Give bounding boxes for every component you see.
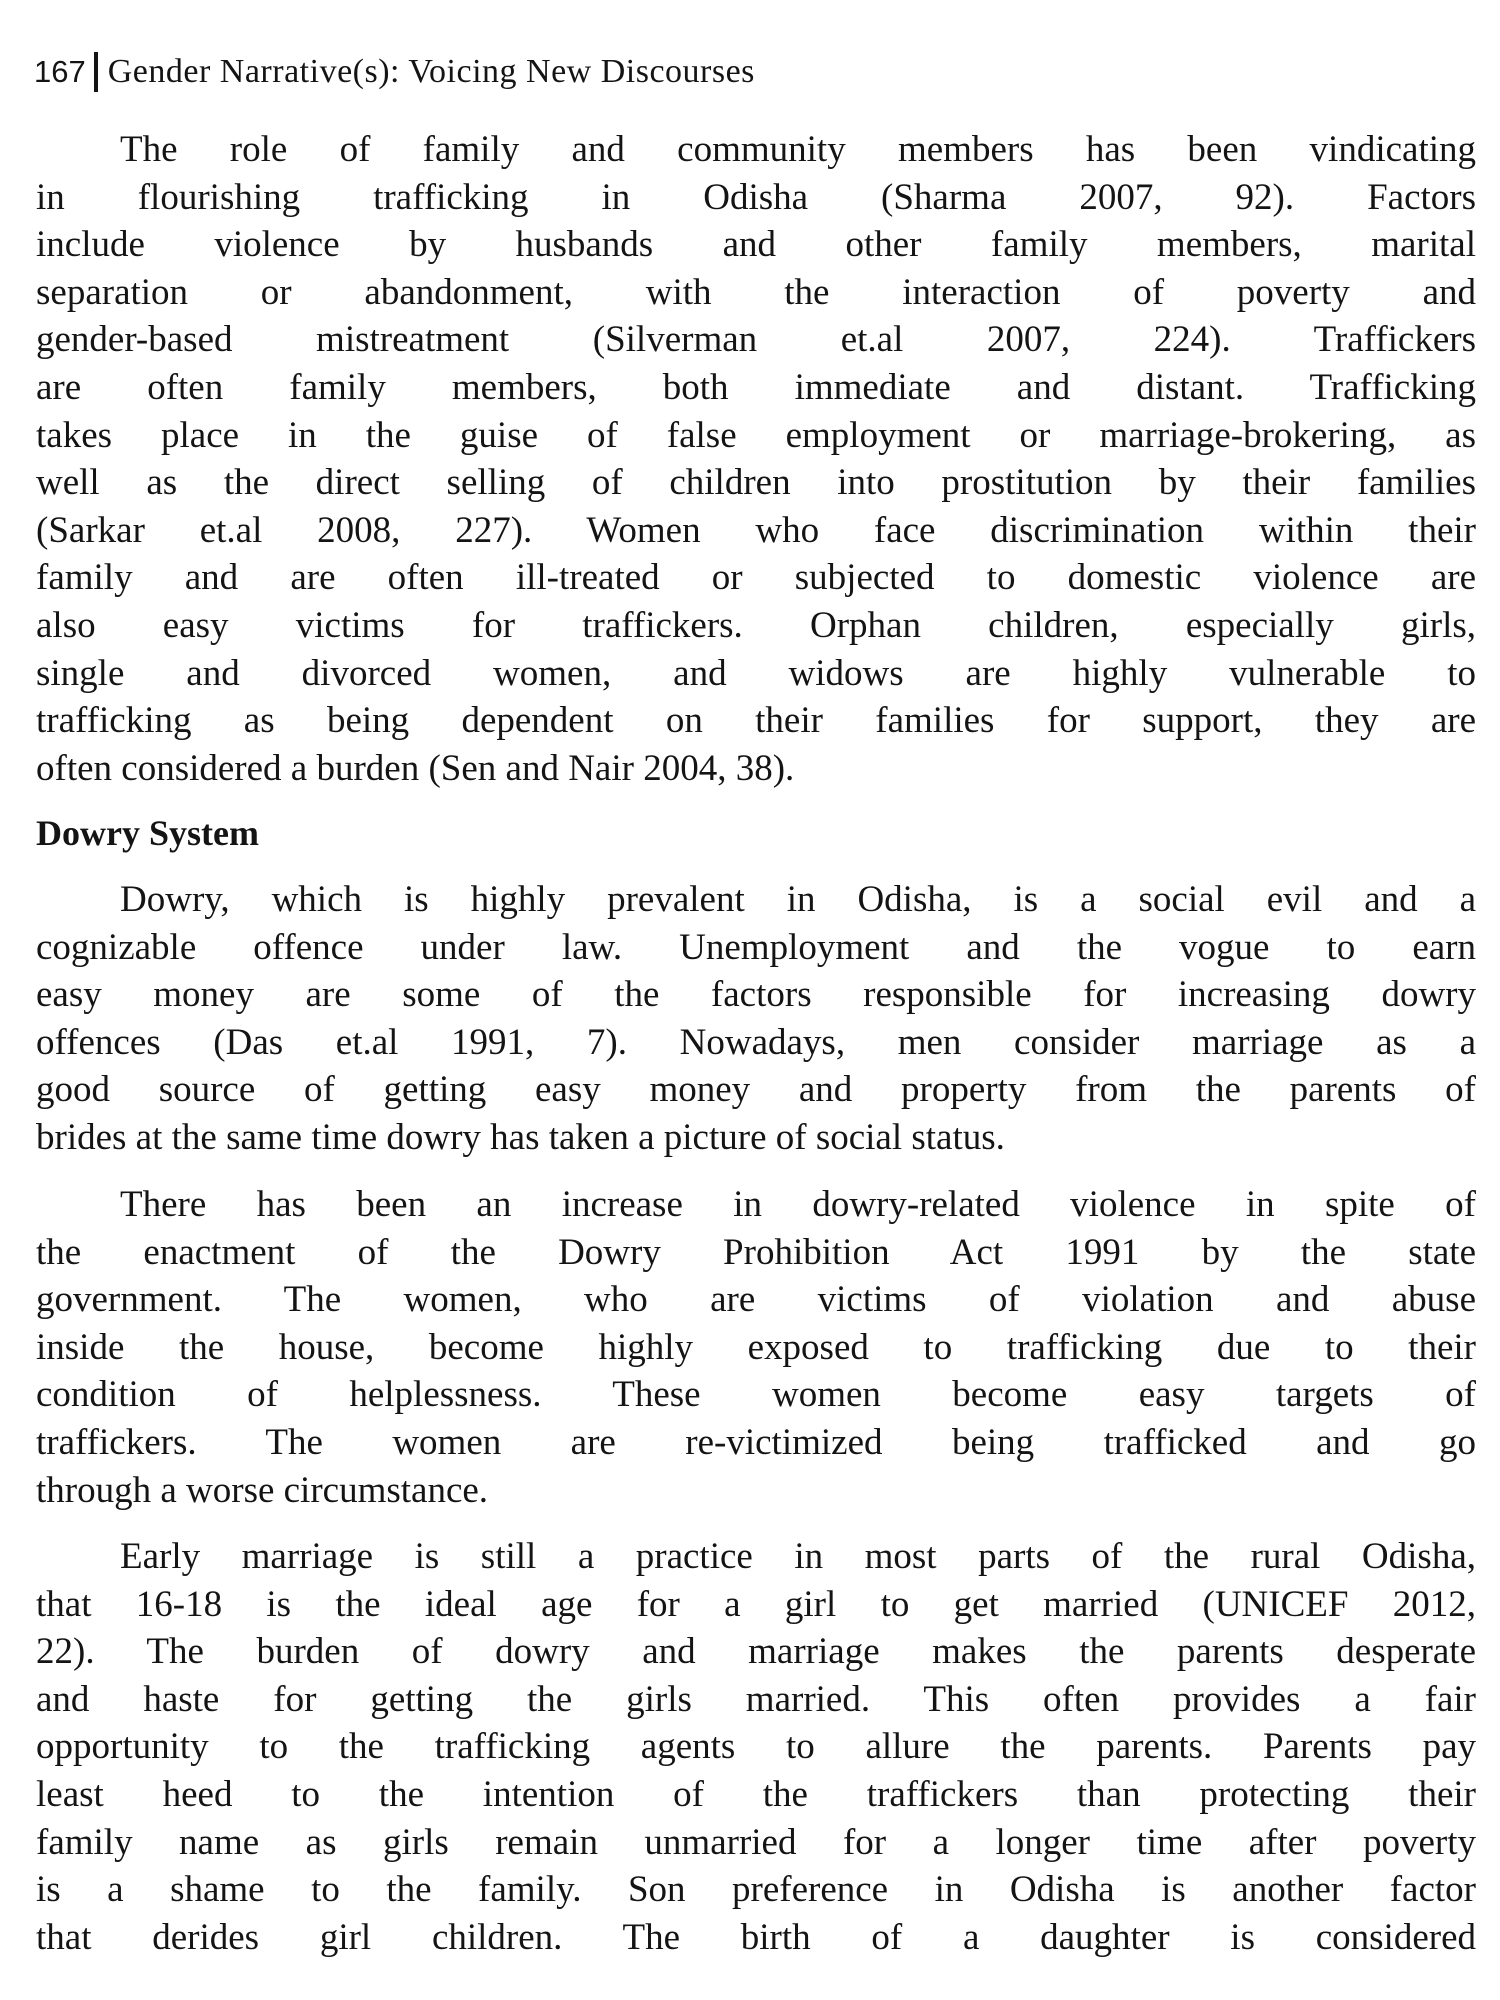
text-line: that derides girl children. The birth of a daughter is considered	[36, 1916, 1476, 1958]
text-line: Dowry, which is highly prevalent in Odisha, is a social evil and a	[120, 879, 1476, 920]
text-line: the enactment of the Dowry Prohibition Act 1991 by the state	[36, 1231, 1476, 1273]
text-line: inside the house, become highly exposed to trafficking due to their	[36, 1326, 1476, 1368]
text-line: government. The women, who are victims of violation and abuse	[36, 1279, 1476, 1321]
text-line: also easy victims for traffickers. Orphan children, especially girls,	[36, 604, 1476, 646]
text-line: gender-based mistreatment (Silverman et.al 2007, 224). Traffickers	[36, 319, 1476, 361]
text-line: (Sarkar et.al 2008, 227). Women who face discrimination within their	[36, 509, 1476, 551]
text-line: There has been an increase in dowry-related violence in spite of	[120, 1184, 1476, 1225]
page-number: 167	[34, 54, 86, 89]
text-line: good source of getting easy money and property from the parents of	[36, 1069, 1476, 1111]
text-line: separation or abandonment, with the interaction of poverty and	[36, 271, 1476, 313]
book-title: Gender Narrative(s): Voicing New Discourses	[107, 53, 755, 90]
text-line: and haste for getting the girls married. This often provides a fair	[36, 1678, 1476, 1720]
text-line: opportunity to the trafficking agents to allure the parents. Parents pay	[36, 1726, 1476, 1768]
paragraph-4	[36, 1533, 1476, 1961]
paragraph-3	[36, 1181, 1476, 1514]
paragraph-1	[36, 126, 1476, 792]
text-line: through a worse circumstance.	[36, 1469, 489, 1511]
text-line: single and divorced women, and widows are highly vulnerable to	[36, 652, 1476, 694]
text-line: traffickers. The women are re-victimized being trafficked and go	[36, 1421, 1476, 1463]
text-line: family name as girls remain unmarried for a longer time after poverty	[36, 1821, 1476, 1863]
section-heading: Dowry System	[36, 813, 259, 853]
text-line: include violence by husbands and other family members, marital	[36, 224, 1476, 266]
paragraph-2	[36, 876, 1476, 1162]
text-line: least heed to the intention of the traffickers than protecting their	[36, 1773, 1476, 1815]
text-line: is a shame to the family. Son preference in Odisha is another factor	[36, 1869, 1476, 1911]
text-line: The role of family and community members has been vindicating	[120, 129, 1476, 170]
text-line: that 16-18 is the ideal age for a girl to get married (UNICEF 2012,	[36, 1583, 1476, 1625]
text-line: are often family members, both immediate and distant. Trafficking	[36, 366, 1476, 408]
text-line: Early marriage is still a practice in most parts of the rural Odisha,	[120, 1536, 1476, 1577]
text-line: family and are often ill-treated or subjected to domestic violence are	[36, 557, 1476, 599]
text-line: cognizable offence under law. Unemployment and the vogue to earn	[36, 926, 1476, 968]
text-line: offences (Das et.al 1991, 7). Nowadays, men consider marriage as a	[36, 1021, 1476, 1063]
text-line: in flourishing trafficking in Odisha (Sharma 2007, 92). Factors	[36, 176, 1476, 218]
text-line: 22). The burden of dowry and marriage makes the parents desperate	[36, 1631, 1476, 1673]
text-line: takes place in the guise of false employment or marriage-brokering, as	[36, 414, 1476, 456]
text-line: condition of helplessness. These women become easy targets of	[36, 1374, 1476, 1416]
text-line: brides at the same time dowry has taken a picture of social status.	[36, 1116, 1005, 1158]
text-line: well as the direct selling of children into prostitution by their families	[36, 462, 1476, 504]
text-line: easy money are some of the factors responsible for increasing dowry	[36, 974, 1476, 1016]
text-line: often considered a burden (Sen and Nair 2004, 38).	[36, 747, 795, 789]
text-line: trafficking as being dependent on their families for support, they are	[36, 700, 1476, 742]
header-divider	[94, 52, 98, 92]
running-header	[34, 52, 755, 92]
